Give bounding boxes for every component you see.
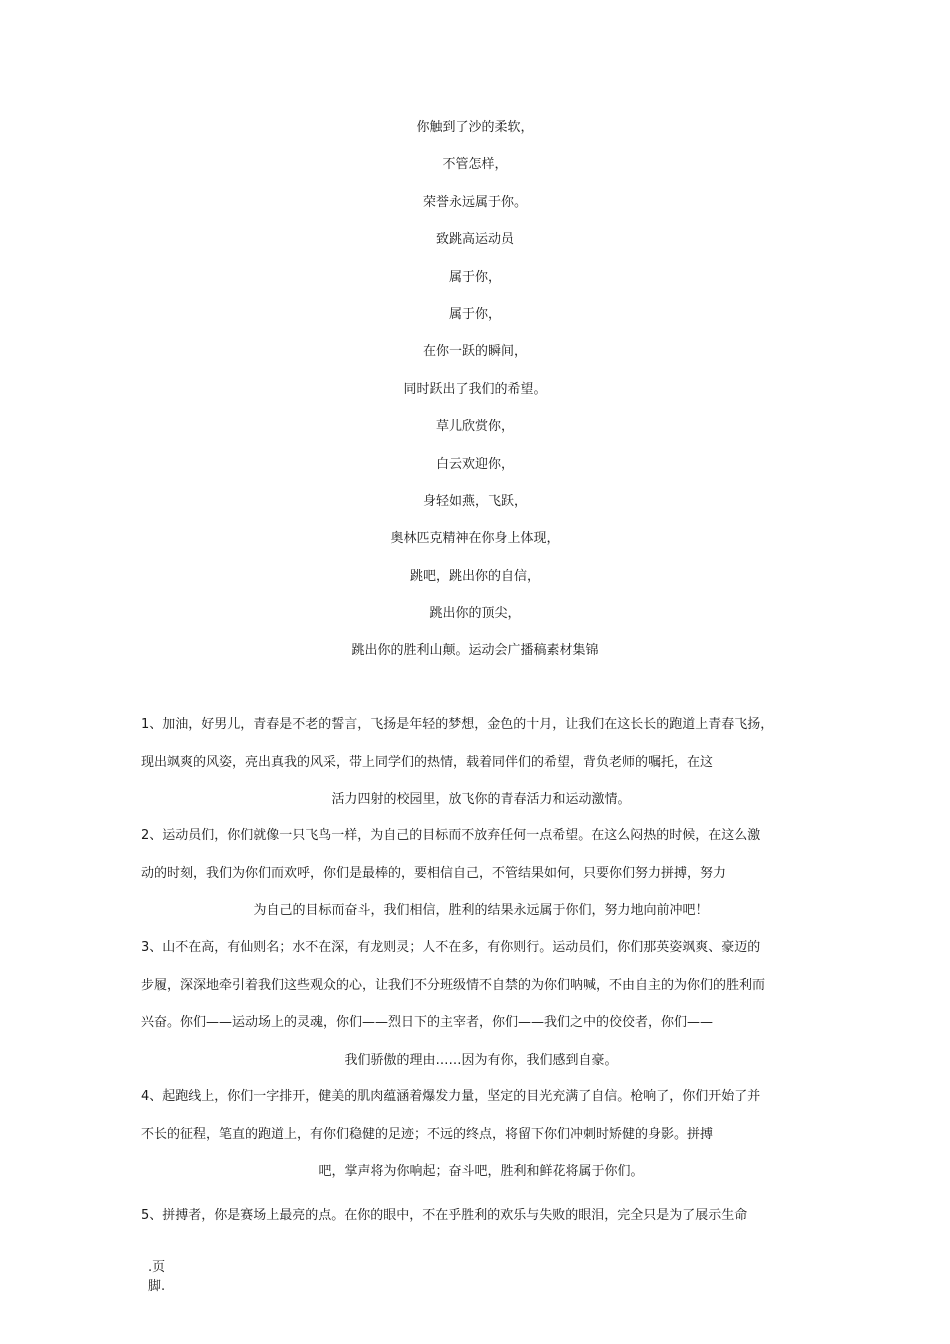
paragraph-last-line: 吧，掌声将为你响起；奋斗吧，胜利和鲜花将属于你们。 [318, 1164, 644, 1179]
paragraph-last-line: 为自己的目标而奋斗，我们相信，胜利的结果永远属于你们，努力地向前冲吧！ [253, 903, 709, 918]
poem-line: 同时跃出了我们的希望。 [403, 381, 547, 397]
paragraph-line: 2、运动员们，你们就像一只飞鸟一样，为自己的目标而不放弃任何一点希望。在这么闷热的时候，在这么激 [141, 828, 761, 843]
paragraph-3 [141, 940, 821, 1090]
poem-line: 白云欢迎你， [435, 456, 514, 472]
poem-title: 致跳高运动员 [435, 232, 514, 248]
paragraph-line: 不长的征程，笔直的跑道上，有你们稳健的足迹；不远的终点，将留下你们冲刺时矫健的身影。拼搏 [141, 1126, 714, 1142]
paragraph-1 [141, 717, 821, 830]
poem-line: 属于你， [448, 269, 501, 285]
paragraph-line: 现出飒爽的风姿，亮出真我的风采，带上同学们的热情，载着同伴们的希望，背负老师的嘱托，在这 [141, 754, 714, 770]
paragraph-last-line: 我们骄傲的理由……因为有你，我们感到自豪。 [344, 1052, 618, 1068]
paragraph-line: 步履，深深地牵引着我们这些观众的心，让我们不分班级情不自禁的为你们呐喊，不由自主的为你们的胜利而 [141, 977, 766, 993]
poem-line: 跳吧，跳出你的自信， [409, 568, 540, 584]
paragraph-last-line: 活力四射的校园里，放飞你的青春活力和运动激情。 [331, 792, 631, 807]
paragraph-line: 5、拼搏者，你是赛场上最亮的点。在你的眼中，不在乎胜利的欢乐与失败的眼泪，完全只是为了展示生命 [141, 1208, 748, 1223]
poem-line: 跳出你的顶尖， [429, 606, 521, 622]
paragraph-2 [141, 828, 821, 941]
page-footer [148, 1258, 165, 1296]
paragraph-5 [141, 1208, 821, 1246]
poem-line: 荣誉永远属于你。 [422, 194, 527, 210]
poem-line: 在你一跃的瞬间， [422, 344, 527, 360]
paragraph-line: 1、加油，好男儿，青春是不老的誓言，飞扬是年轻的梦想，金色的十月，让我们在这长长的跑道上青春飞扬， [141, 717, 774, 732]
paragraph-line: 兴奋。你们——运动场上的灵魂，你们——烈日下的主宰者，你们——我们之中的佼佼者，你们—— [141, 1015, 714, 1030]
paragraph-line: 3、山不在高，有仙则名；水不在深，有龙则灵；人不在多，有你则行。运动员们，你们那英姿飒爽、豪迈的 [141, 940, 761, 955]
poem-section [0, 120, 950, 681]
poem-line: 身轻如燕，飞跃， [422, 493, 527, 509]
footer-line: .页 [148, 1260, 166, 1275]
poem-line: 属于你， [448, 306, 501, 322]
paragraph-line: 4、起跑线上，你们一字排开，健美的肌肉蕴涵着爆发力量，坚定的目光充满了自信。枪响了，你们开始了并 [141, 1089, 761, 1104]
paragraph-4 [141, 1089, 821, 1202]
poem-line: 奥林匹克精神在你身上体现， [390, 531, 560, 547]
paragraph-line: 动的时刻，我们为你们而欢呼，你们是最棒的，要相信自己，不管结果如何，只要你们努力拼搏，努力 [141, 865, 727, 881]
poem-line: 草儿欣赏你， [435, 419, 514, 435]
poem-line: 跳出你的胜利山颠。运动会广播稿素材集锦 [351, 643, 599, 659]
footer-line: 脚. [148, 1279, 166, 1294]
poem-line: 不管怎样， [442, 157, 508, 173]
poem-line: 你触到了沙的柔软， [416, 120, 534, 135]
